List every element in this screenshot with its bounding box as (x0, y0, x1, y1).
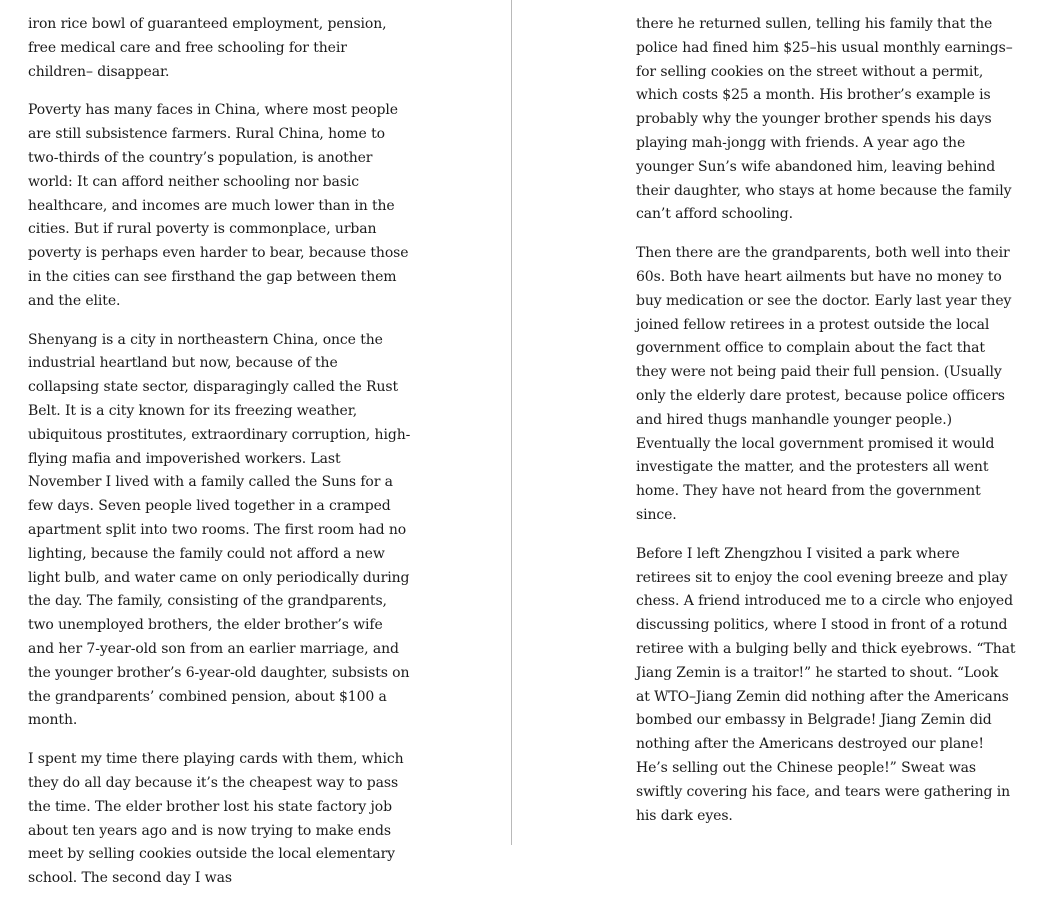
paragraph: there he returned sullen, telling his family that the police had fined him $25–his usual monthly earnings–for selling cookies on the street without a permit, which costs $25 a month. His brother’s example is probably why the younger brother spends his days playing mah-jongg with friends. A year ago the younger Sun’s wife abandoned him, leaving behind their daughter, who stays at home because the family can’t afford schooling. (636, 16, 1013, 223)
column-divider (511, 0, 512, 845)
paragraph: Poverty has many faces in China, where most people are still subsistence farmers. Rural China, home to two-thirds of the country’s population, is another world: It can afford neither schooling nor basic healthcare, and incomes are much lower than in the cities. But if rural poverty is commonplace, urban poverty is perhaps even harder to bear, because those in the cities can see firsthand the gap between them and the elite. (28, 102, 409, 309)
paragraph: Shenyang is a city in northeastern China, once the industrial heartland but now, because of the collapsing state sector, disparagingly called the Rust Belt. It is a city known for its freezing weather, ubiquitous prostitutes, extraordinary corruption, high-flying mafia and impoverished workers. Last November I lived with a family called the Suns for a few days. Seven people lived together in a cramped apartment split into two rooms. The first room had no lighting, because the family could not afford a new light bulb, and water came on only periodically during the day. The family, consisting of the grandparents, two unemployed brothers, the elder brother’s wife and her 7-year-old son from an earlier marriage, and the younger brother’s 6-year-old daughter, subsists on the grandparents’ combined pension, about $100 a month. (28, 331, 411, 729)
left-text-column (28, 13, 413, 906)
right-text-column (636, 13, 1016, 843)
paragraph: Then there are the grandparents, both well into their 60s. Both have heart ailments but have no money to buy medication or see the doctor. Early last year they joined fellow retirees in a protest outside the local government office to complain about the fact that they were not being paid their full pension. (Usually only the elderly dare protest, because police officers and hired thugs manhandle younger people.) Eventually the local government promised it would investigate the matter, and the protesters all went home. They have not heard from the government since. (636, 245, 1012, 523)
paragraph: iron rice bowl of guaranteed employment, pension, free medical care and free schooling for their children– disappear. (28, 16, 387, 80)
paragraph: I spent my time there playing cards with them, which they do all day because it’s the cheapest way to pass the time. The elder brother lost his state factory job about ten years ago and is now trying to make ends meet by selling cookies outside the local elementary school. The second day I was (28, 751, 404, 887)
paragraph: Before I left Zhengzhou I visited a park where retirees sit to enjoy the cool evening breeze and play chess. A friend introduced me to a circle who enjoyed discussing politics, where I stood in front of a rotund retiree with a bulging belly and thick eyebrows. “That Jiang Zemin is a traitor!” he started to shout. “Look at WTO–Jiang Zemin did nothing after the Americans bombed our embassy in Belgrade! Jiang Zemin did nothing after the Americans destroyed our plane! He’s selling out the Chinese people!” Sweat was swiftly covering his face, and tears were gathering in his dark eyes. (636, 545, 1016, 824)
